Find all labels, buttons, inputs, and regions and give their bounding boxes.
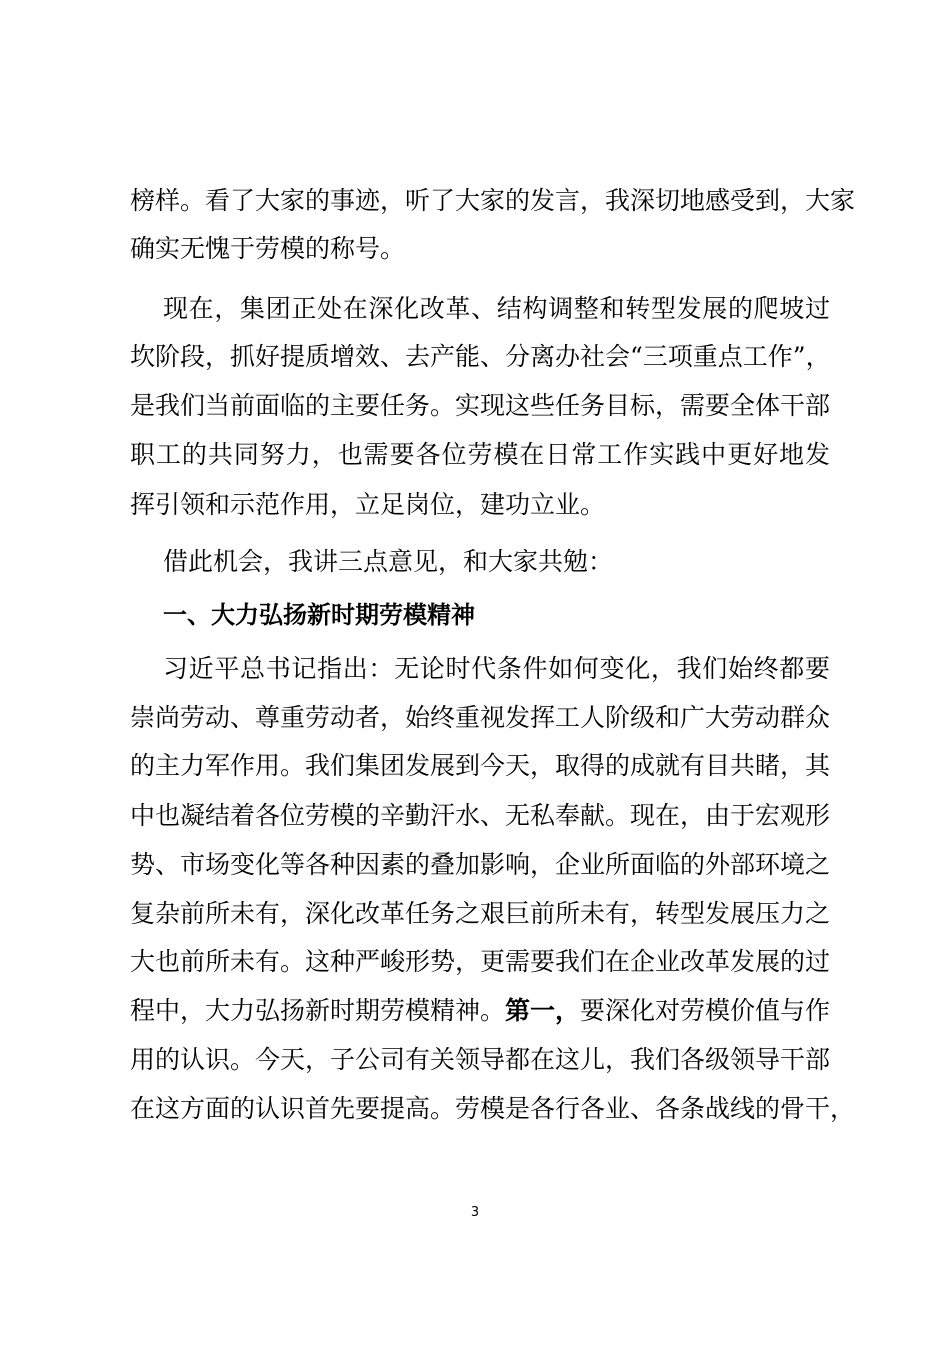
paragraph-2-line-4: 职工的共同努力，也需要各位劳模在日常工作实践中更好地发 — [130, 440, 830, 469]
paragraph-4-line-4: 中也凝结着各位劳模的辛勤汗水、无私奉献。现在，由于宏观形 — [130, 801, 831, 830]
paragraph-4-line-10: 在这方面的认识首先要提高。劳模是各行各业、各条战线的骨干， — [130, 1094, 856, 1123]
paragraph-4-line-8-text-after: 要深化对劳模价值与作 — [580, 996, 831, 1025]
section-heading: 一、大力弘扬新时期劳模精神 — [163, 601, 475, 629]
paragraph-2-line-5: 挥引领和示范作用，立足岗位，建功立业。 — [130, 490, 606, 519]
paragraph-1-line-1: 榜样。看了大家的事迹，听了大家的发言，我深切地感受到，大家 — [130, 186, 856, 215]
emphasis-first-point: 第一， — [505, 996, 581, 1025]
paragraph-4-line-5: 势、市场变化等各种因素的叠加影响，企业所面临的外部环境之 — [130, 850, 831, 879]
paragraph-4-line-3: 的主力军作用。我们集团发展到今天，取得的成就有目共睹，其 — [130, 751, 831, 780]
paragraph-2-line-1: 现在，集团正处在深化改革、结构调整和转型发展的爬坡过 — [163, 294, 830, 323]
paragraph-4-line-9: 用的认识。今天，子公司有关领导都在这儿，我们各级领导干部 — [130, 1045, 831, 1074]
paragraph-2-line-2: 坎阶段，抓好提质增效、去产能、分离办社会“三项重点工作”， — [130, 342, 831, 371]
paragraph-4-line-2: 崇尚劳动、尊重劳动者，始终重视发挥工人阶级和广大劳动群众 — [130, 703, 831, 732]
paragraph-4-line-6: 复杂前所未有，深化改革任务之艰巨前所未有，转型发展压力之 — [130, 899, 831, 928]
paragraph-4-line-7: 大也前所未有。这种严峻形势，更需要我们在企业改革发展的过 — [130, 947, 831, 976]
page-number: 3 — [470, 1205, 480, 1220]
paragraph-1-line-2: 确实无愧于劳模的称号。 — [130, 234, 406, 263]
paragraph-4-line-1: 习近平总书记指出：无论时代条件如何变化，我们始终都要 — [163, 654, 830, 683]
paragraph-2-line-3: 是我们当前面临的主要任务。实现这些任务目标，需要全体干部 — [130, 391, 831, 420]
paragraph-4-line-8 — [130, 995, 830, 1027]
paragraph-3-line-1: 借此机会，我讲三点意见，和大家共勉： — [163, 547, 614, 576]
paragraph-4-line-8-text-before: 程中，大力弘扬新时期劳模精神。 — [130, 996, 506, 1025]
